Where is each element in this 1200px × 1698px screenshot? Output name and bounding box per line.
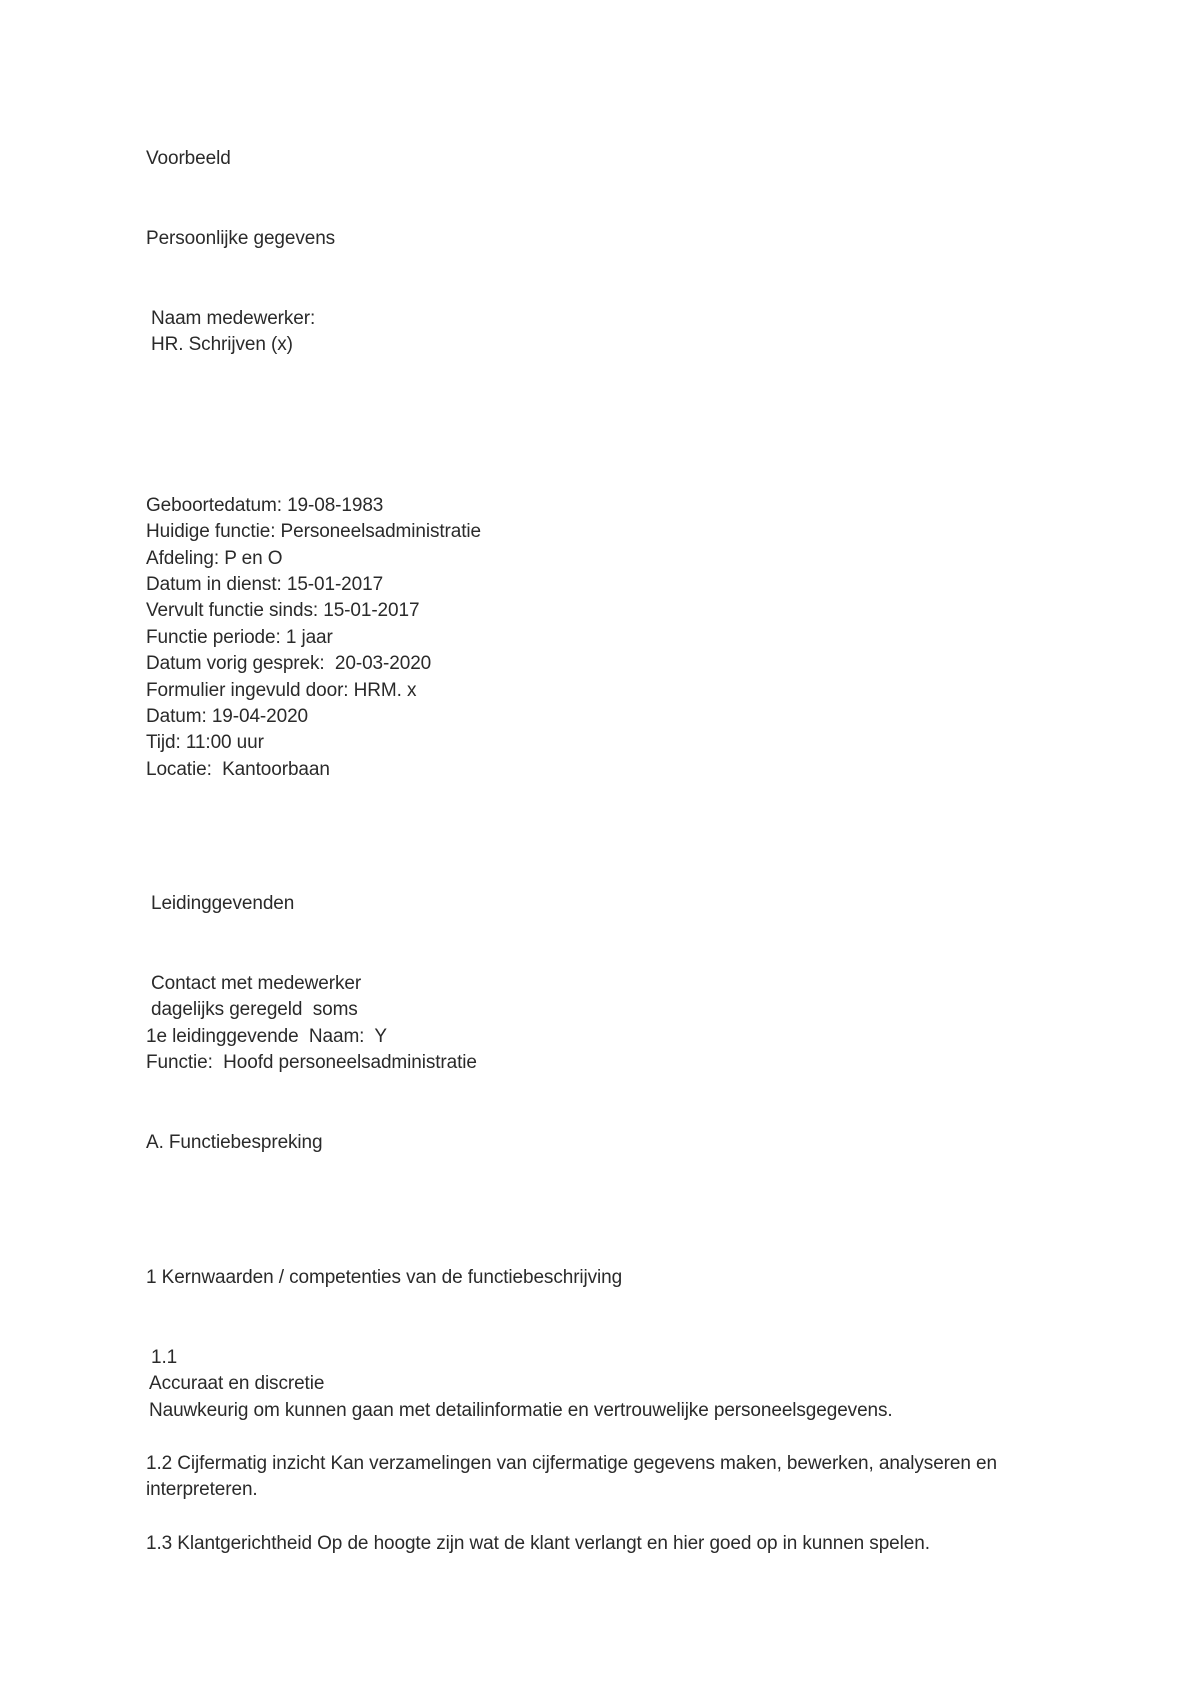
item-1-2: 1.2 Cijfermatig inzicht Kan verzamelingen van cijfermatige gegevens maken, bewerken, analyseren en interpreteren. bbox=[146, 1453, 997, 1500]
contact-value: dagelijks geregeld soms bbox=[151, 999, 358, 1020]
field-function-period: Functie periode: 1 jaar bbox=[146, 627, 333, 648]
field-date-employed: Datum in dienst: 15-01-2017 bbox=[146, 574, 384, 595]
section-heading-1: 1 Kernwaarden / competenties van de functiebeschrijving bbox=[146, 1267, 623, 1288]
item-1-1-title: Accuraat en discretie bbox=[149, 1373, 325, 1394]
section-heading-managers: Leidinggevenden bbox=[151, 893, 295, 914]
contact-label: Contact met medewerker bbox=[151, 973, 362, 994]
section-heading-a: A. Functiebespreking bbox=[146, 1132, 323, 1153]
field-time: Tijd: 11:00 uur bbox=[146, 732, 264, 753]
field-previous-interview: Datum vorig gesprek: 20-03-2020 bbox=[146, 653, 432, 674]
item-1-1-text: Nauwkeurig om kunnen gaan met detailinformatie en vertrouwelijke personeelsgegevens. bbox=[149, 1400, 893, 1421]
field-filled-by: Formulier ingevuld door: HRM. x bbox=[146, 680, 417, 701]
field-birthdate: Geboortedatum: 19-08-1983 bbox=[146, 495, 384, 516]
item-1-1-number: 1.1 bbox=[151, 1347, 178, 1368]
field-date: Datum: 19-04-2020 bbox=[146, 706, 309, 727]
field-department: Afdeling: P en O bbox=[146, 548, 283, 569]
employee-name: HR. Schrijven (x) bbox=[151, 334, 293, 355]
section-heading-personal: Persoonlijke gegevens bbox=[146, 228, 336, 249]
employee-label: Naam medewerker: bbox=[151, 308, 316, 329]
field-location: Locatie: Kantoorbaan bbox=[146, 759, 330, 780]
field-function-since: Vervult functie sinds: 15-01-2017 bbox=[146, 600, 420, 621]
item-1-3: 1.3 Klantgerichtheid Op de hoogte zijn wat de klant verlangt en hier goed op in kunnen spelen. bbox=[146, 1533, 930, 1554]
field-current-function: Huidige functie: Personeelsadministratie bbox=[146, 521, 482, 542]
document-title: Voorbeeld bbox=[146, 148, 231, 169]
manager-name-line: 1e leidinggevende Naam: Y bbox=[146, 1026, 387, 1047]
manager-function-line: Functie: Hoofd personeelsadministratie bbox=[146, 1052, 477, 1073]
